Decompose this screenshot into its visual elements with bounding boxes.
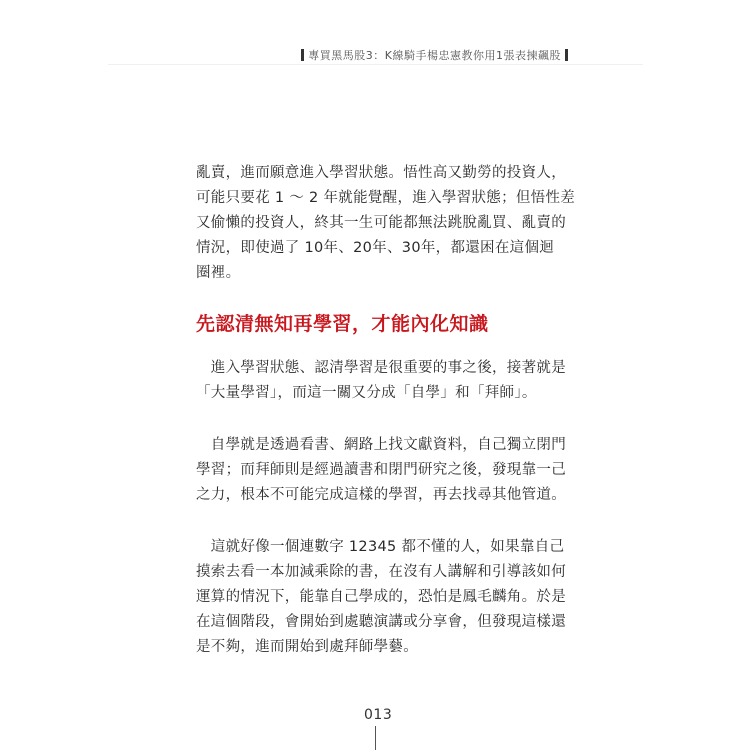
header-bar-right: [565, 49, 568, 61]
text-line: 可能只要花 1 ～ 2 年就能覺醒，進入學習狀態；但悟性差: [196, 190, 576, 206]
text-line: 摸索去看一本加減乘除的書，在沒有人講解和引導該如何: [196, 564, 566, 580]
text-line: 運算的情況下，能靠自己學成的，恐怕是鳳毛麟角。於是: [196, 589, 566, 605]
paragraph-1: [196, 161, 576, 286]
text-line: 情況，即使過了 10年、20年、30年，都還困在這個迴: [196, 240, 555, 256]
paragraph-2: [196, 356, 566, 406]
header-bar-left: [301, 49, 304, 61]
page-number: 013: [364, 707, 393, 723]
page-number-tick: [375, 726, 376, 750]
text-line: 自學就是透過看書、網路上找文獻資料，自己獨立閉門: [196, 437, 566, 453]
paragraph-4: [196, 535, 566, 660]
text-line: 「大量學習」，而這一關又分成「自學」和「拜師」。: [196, 385, 537, 401]
section-heading: 先認清無知再學習，才能內化知識: [196, 313, 489, 335]
text-line: 在這個階段，會開始到處聽演講或分享會，但發現這樣還: [196, 614, 566, 630]
running-title: 專買黑馬股3：K線騎手楊忠憲教你用1張表揀飆股: [308, 49, 561, 62]
text-line: 學習；而拜師則是經過讀書和閉門研究之後，發現靠一己: [196, 462, 566, 478]
text-line: 又偷懶的投資人，終其一生可能都無法跳脫亂買、亂賣的: [196, 215, 566, 231]
text-line: 進入學習狀態、認清學習是很重要的事之後，接著就是: [196, 360, 566, 376]
header-rule: [108, 64, 643, 65]
text-line: 亂賣，進而願意進入學習狀態。悟性高又勤勞的投資人，: [196, 165, 566, 181]
text-line: 是不夠，進而開始到處拜師學藝。: [196, 639, 418, 655]
running-header: [297, 47, 572, 63]
text-line: 這就好像一個連數字 12345 都不懂的人，如果靠自己: [196, 539, 565, 555]
text-line: 之力，根本不可能完成這樣的學習，再去找尋其他管道。: [196, 487, 566, 503]
paragraph-3: [196, 433, 566, 508]
text-line: 圈裡。: [196, 265, 241, 281]
